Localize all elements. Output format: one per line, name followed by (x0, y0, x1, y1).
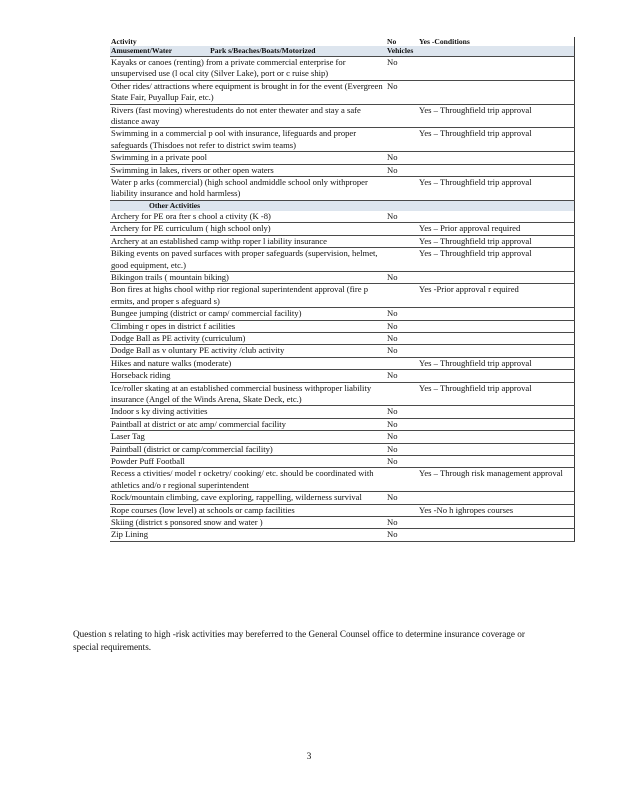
no-cell: No (386, 211, 418, 223)
yes-conditions-cell (418, 418, 574, 430)
no-cell: No (386, 345, 418, 357)
yes-conditions-cell (418, 80, 574, 104)
no-cell (386, 223, 418, 235)
yes-conditions-cell: Yes – Throughfield trip approval (418, 128, 574, 152)
no-cell: No (386, 80, 418, 104)
table-row (110, 284, 574, 308)
section-subtitle-parks: Park s/Beaches/Boats/Motorized (210, 46, 316, 55)
activity-cell: Skiing (district s ponsored snow and water ) (110, 517, 386, 529)
yes-conditions-cell: Yes – Throughfield trip approval (418, 104, 574, 128)
no-cell (386, 177, 418, 201)
table-row (110, 128, 574, 152)
table-row (110, 80, 574, 104)
activity-cell: Water p arks (commercial) (high school andmiddle school only withproper liability insurance and hold harmless) (110, 177, 386, 201)
activity-cell: Bungee jumping (district or camp/ commercial facility) (110, 308, 386, 320)
yes-conditions-cell (418, 211, 574, 223)
yes-conditions-cell (418, 517, 574, 529)
table-row (110, 418, 574, 430)
section-header-amusement (110, 46, 574, 56)
no-cell: No (386, 517, 418, 529)
table-row (110, 57, 574, 81)
no-cell: No (386, 332, 418, 344)
table-row (110, 456, 574, 468)
activity-cell: Dodge Ball as v oluntary PE activity /club activity (110, 345, 386, 357)
activity-cell: Rope courses (low level) at schools or camp facilities (110, 504, 386, 516)
activity-cell: Recess a ctivities/ model r ocketry/ cooking/ etc. should be coordinated with athletics and/o r regional superintendent (110, 468, 386, 492)
no-cell: No (386, 431, 418, 443)
no-cell (386, 468, 418, 492)
yes-conditions-cell (418, 406, 574, 418)
yes-conditions-cell (418, 332, 574, 344)
no-cell: No (386, 320, 418, 332)
activity-cell: Biking events on paved surfaces with proper safeguards (supervision, helmet, good equipment, etc.) (110, 248, 386, 272)
table-row (110, 320, 574, 332)
activities-table (110, 37, 575, 542)
table-row (110, 468, 574, 492)
yes-conditions-cell (418, 308, 574, 320)
no-cell: No (386, 418, 418, 430)
table-row (110, 431, 574, 443)
activity-cell: Bon fires at highs chool withp rior regional superintendent approval (fire p ermits, and proper s afeguard s) (110, 284, 386, 308)
no-cell (386, 284, 418, 308)
no-cell: No (386, 57, 418, 81)
yes-conditions-cell (418, 492, 574, 504)
activity-cell: Dodge Ball as PE activity (curriculum) (110, 332, 386, 344)
table-row (110, 529, 574, 541)
activity-cell: Other rides/ attractions where equipment is brought in for the event (Evergreen State Fair, Puyallup Fair, etc.) (110, 80, 386, 104)
yes-conditions-cell (418, 529, 574, 541)
activity-cell: Swimming in a private pool (110, 152, 386, 164)
yes-conditions-cell (418, 443, 574, 455)
yes-conditions-cell (418, 271, 574, 283)
no-cell (386, 357, 418, 369)
yes-conditions-cell: Yes – Throughfield trip approval (418, 382, 574, 406)
yes-conditions-cell: Yes -Prior approval r equired (418, 284, 574, 308)
header-activity: Activity (111, 37, 137, 46)
table-row (110, 504, 574, 516)
table-row (110, 235, 574, 247)
no-cell (386, 128, 418, 152)
table-row (110, 211, 574, 223)
activity-cell: Laser Tag (110, 431, 386, 443)
no-cell (386, 504, 418, 516)
yes-conditions-cell: Yes -No h ighropes courses (418, 504, 574, 516)
activity-cell: Rock/mountain climbing, cave exploring, rappelling, wilderness survival (110, 492, 386, 504)
table-row (110, 164, 574, 176)
table-row (110, 517, 574, 529)
activity-cell: Paintball at district or atc amp/ commercial facility (110, 418, 386, 430)
table-row (110, 382, 574, 406)
table-row (110, 492, 574, 504)
yes-conditions-cell (418, 57, 574, 81)
no-cell: No (386, 164, 418, 176)
table-row (110, 104, 574, 128)
yes-conditions-cell: Yes – Prior approval required (418, 223, 574, 235)
yes-conditions-cell: Yes – Throughfield trip approval (418, 177, 574, 201)
header-no: No (387, 37, 397, 46)
no-cell: No (386, 370, 418, 382)
table-row (110, 345, 574, 357)
activity-cell: Rivers (fast moving) wherestudents do not enter thewater and stay a safe distance away (110, 104, 386, 128)
yes-conditions-cell: Yes – Throughfield trip approval (418, 235, 574, 247)
table-row (110, 223, 574, 235)
no-cell (386, 382, 418, 406)
yes-conditions-cell (418, 320, 574, 332)
no-cell: No (386, 456, 418, 468)
activity-cell: Archery for PE curriculum ( high school only) (110, 223, 386, 235)
insurance-note: Question s relating to high -risk activities may bereferred to the General Counsel office to determine insurance coverage or special requirements. (73, 629, 525, 652)
yes-conditions-cell (418, 431, 574, 443)
activity-cell: Climbing r opes in district f acilities (110, 320, 386, 332)
activity-cell: Swimming in a commercial p ool with insurance, lifeguards and proper safeguards (Thisdoes not refer to district swim teams) (110, 128, 386, 152)
table-row (110, 308, 574, 320)
section-title-other: Other Activities (149, 200, 201, 210)
no-cell: No (386, 443, 418, 455)
no-cell: No (386, 308, 418, 320)
activity-cell: Horseback riding (110, 370, 386, 382)
yes-conditions-cell: Yes – Through risk management approval (418, 468, 574, 492)
yes-conditions-cell (418, 370, 574, 382)
no-cell (386, 248, 418, 272)
yes-conditions-cell (418, 456, 574, 468)
yes-conditions-cell (418, 152, 574, 164)
section-vehicles-label: Vehicles (386, 46, 418, 56)
yes-conditions-cell (418, 345, 574, 357)
no-cell (386, 235, 418, 247)
activity-cell: Bikingon trails ( mountain biking) (110, 271, 386, 283)
table-row (110, 357, 574, 369)
activity-cell: Zip Lining (110, 529, 386, 541)
activity-cell: Hikes and nature walks (moderate) (110, 357, 386, 369)
activity-cell: Kayaks or canoes (renting) from a private commercial enterprise for unsupervised use (l ocal city (Silver Lake), port or c ruise ship) (110, 57, 386, 81)
table-header-row (110, 37, 574, 46)
activity-cell: Swimming in lakes, rivers or other open waters (110, 164, 386, 176)
no-cell: No (386, 406, 418, 418)
yes-conditions-cell: Yes – Throughfield trip approval (418, 248, 574, 272)
page-number: 3 (306, 752, 312, 762)
table-row (110, 370, 574, 382)
yes-conditions-cell: Yes – Throughfield trip approval (418, 357, 574, 369)
header-yes-conditions: Yes -Conditions (418, 37, 574, 46)
no-cell: No (386, 152, 418, 164)
section-header-other (110, 200, 574, 211)
activity-cell: Indoor s ky diving activities (110, 406, 386, 418)
table-row (110, 152, 574, 164)
no-cell: No (386, 271, 418, 283)
table-row (110, 332, 574, 344)
table-row (110, 443, 574, 455)
yes-conditions-cell (418, 164, 574, 176)
activity-cell: Ice/roller skating at an established commercial business withproper liability insurance (Angel of the Winds Arena, Skate Deck, etc.) (110, 382, 386, 406)
table-row (110, 271, 574, 283)
activity-cell: Archery at an established camp withp roper l iability insurance (110, 235, 386, 247)
table-row (110, 248, 574, 272)
table-row (110, 406, 574, 418)
activity-cell: Archery for PE ora fter s chool a ctivity (K -8) (110, 211, 386, 223)
activity-cell: Powder Puff Football (110, 456, 386, 468)
activity-cell: Paintball (district or camp/commercial facility) (110, 443, 386, 455)
no-cell (386, 104, 418, 128)
no-cell: No (386, 529, 418, 541)
table-row (110, 177, 574, 201)
section-title-amusement: Amusement/Water (111, 46, 173, 55)
no-cell: No (386, 492, 418, 504)
